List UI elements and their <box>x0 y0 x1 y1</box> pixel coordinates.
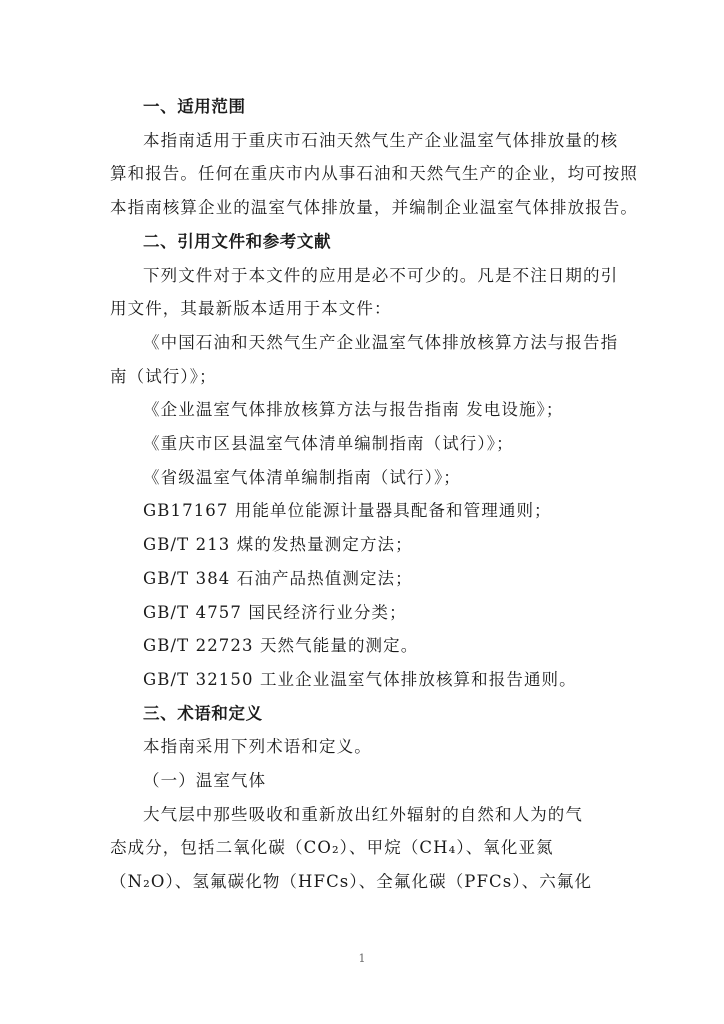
document-page <box>110 90 638 899</box>
page-number: 1 <box>358 952 366 965</box>
reference-item: 南（试行）》； <box>110 366 217 386</box>
paragraph-line: （N₂O）、氢氟碳化物（HFCs）、全氟化碳（PFCs）、六氟化 <box>110 872 593 892</box>
paragraph-line: 态成分，包括二氧化碳（CO₂）、甲烷（CH₄）、氧化亚氮 <box>110 838 554 858</box>
subsection-title: （一）温室气体 <box>143 771 267 791</box>
paragraph-line: 下列文件对于本文件的应用是必不可少的。凡是不注日期的引 <box>143 265 619 285</box>
reference-item: 《中国石油和天然气生产企业温室气体排放核算方法与报告指 <box>143 332 619 352</box>
paragraph-line: 大气层中那些吸收和重新放出红外辐射的自然和人为的气 <box>143 804 583 824</box>
paragraph-line: 本指南采用下列术语和定义。 <box>143 737 372 757</box>
reference-item: GB/T 32150 工业企业温室气体排放核算和报告通则。 <box>143 669 577 689</box>
section-title-terms: 三、术语和定义 <box>143 703 263 723</box>
reference-item: 《省级温室气体清单编制指南（试行）》； <box>143 467 461 487</box>
reference-item: GB17167 用能单位能源计量器具配备和管理通则； <box>143 501 552 521</box>
paragraph-line: 用文件，其最新版本适用于本文件： <box>110 299 392 319</box>
reference-item: 《重庆市区县温室气体清单编制指南（试行）》； <box>143 434 514 454</box>
reference-item: GB/T 213 煤的发热量测定方法； <box>143 535 413 555</box>
reference-item: GB/T 384 石油产品热值测定法； <box>143 568 413 588</box>
reference-item: GB/T 22723 天然气能量的测定。 <box>143 636 419 656</box>
paragraph-line: 本指南适用于重庆市石油天然气生产企业温室气体排放量的核 <box>143 130 619 150</box>
paragraph-line: 算和报告。任何在重庆市内从事石油和天然气生产的企业，均可按照 <box>110 164 638 184</box>
reference-item: GB/T 4757 国民经济行业分类； <box>143 602 407 622</box>
section-title-references: 二、引用文件和参考文献 <box>143 231 332 251</box>
paragraph-line: 本指南核算企业的温室气体排放量，并编制企业温室气体排放报告。 <box>110 198 638 218</box>
reference-item: 《企业温室气体排放核算方法与报告指南 发电设施》； <box>143 400 564 420</box>
section-title-scope: 一、适用范围 <box>143 97 246 116</box>
